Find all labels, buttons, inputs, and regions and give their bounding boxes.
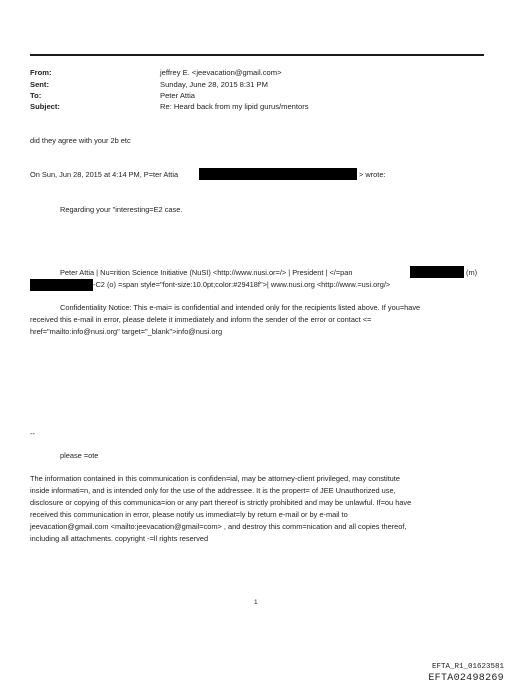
reply-line: did they agree with your 2b etc — [30, 136, 131, 145]
confidentiality-line-3: href="mailto:info@nusi.org" target="_blank">info@nusi.org — [30, 327, 223, 336]
disclaimer-line-4: received this communication in error, please notify us immediat=ly by return e-mail or by e-mail to — [30, 510, 348, 519]
to-value: Peter Attia — [160, 91, 196, 100]
bates-number-small: EFTA_R1_01623581 — [431, 663, 504, 671]
disclaimer-line-3: disclosure or copying of this communica=ion or any part thereof is strictly prohibited and may be unlawful. If=ou have — [30, 498, 412, 507]
regarding-line: Regarding your "interesting=E2 case. — [60, 205, 183, 214]
signature-line-1: Peter Attia | Nu=rition Science Initiative (NuSI) <http://www.nusi.or=/> | President | </=pan — [60, 268, 353, 277]
header-rule — [30, 54, 484, 56]
from-label: From: — [30, 68, 52, 77]
subject-value: Re: Heard back from my lipid gurus/mentors — [160, 102, 309, 111]
signature-mobile-tag: (m) — [466, 268, 478, 277]
disclaimer-line-2: inside informati=n, and is intended only for the use of the addressee. It is the propert= of JEE Unauthorized use, — [30, 486, 396, 495]
to-label: To: — [30, 91, 42, 100]
sent-label: Sent: — [30, 80, 49, 89]
quote-intro-end: > wrote: — [359, 170, 386, 179]
subject-label: Subject: — [30, 102, 60, 111]
disclaimer-line-1: The information contained in this communication is confiden=ial, may be attorney-client privileged, may constitute — [30, 474, 400, 483]
confidentiality-line-2: received this e-mail in error, please delete it immediately and inform the sender of the error or contact <= — [30, 315, 372, 324]
redaction-bar — [199, 168, 357, 180]
please-note-line: please =ote — [60, 451, 99, 460]
page-number: 1 — [254, 599, 258, 606]
redaction-bar — [30, 279, 93, 291]
disclaimer-line-6: including all attachments. copyright -=ll rights reserved — [30, 534, 209, 543]
redaction-bar — [410, 266, 464, 278]
disclaimer-line-5: jeevacation@gmail.com <mailto:jeevacation@gmail=com> , and destroy this comm=nication and all copies thereof, — [30, 522, 407, 531]
sent-value: Sunday, June 28, 2015 8:31 PM — [160, 80, 268, 89]
signature-separator: -- — [30, 429, 35, 438]
confidentiality-line-1: Confidentiality Notice: This e-mai= is confidential and intended only for the recipients listed above. If you=have — [60, 303, 421, 312]
from-value: jeffrey E. <jeevacation@gmail.com> — [160, 68, 282, 77]
signature-line-2: -C2 (o) =span style="font-size:10.0pt;color:#29418f">| www.nusi.org <http://www.=usi.org/> — [93, 280, 391, 289]
quote-intro-start: On Sun, Jun 28, 2015 at 4:14 PM, P=ter Attia — [30, 170, 179, 179]
bates-number-large: EFTA02498269 — [428, 673, 504, 684]
